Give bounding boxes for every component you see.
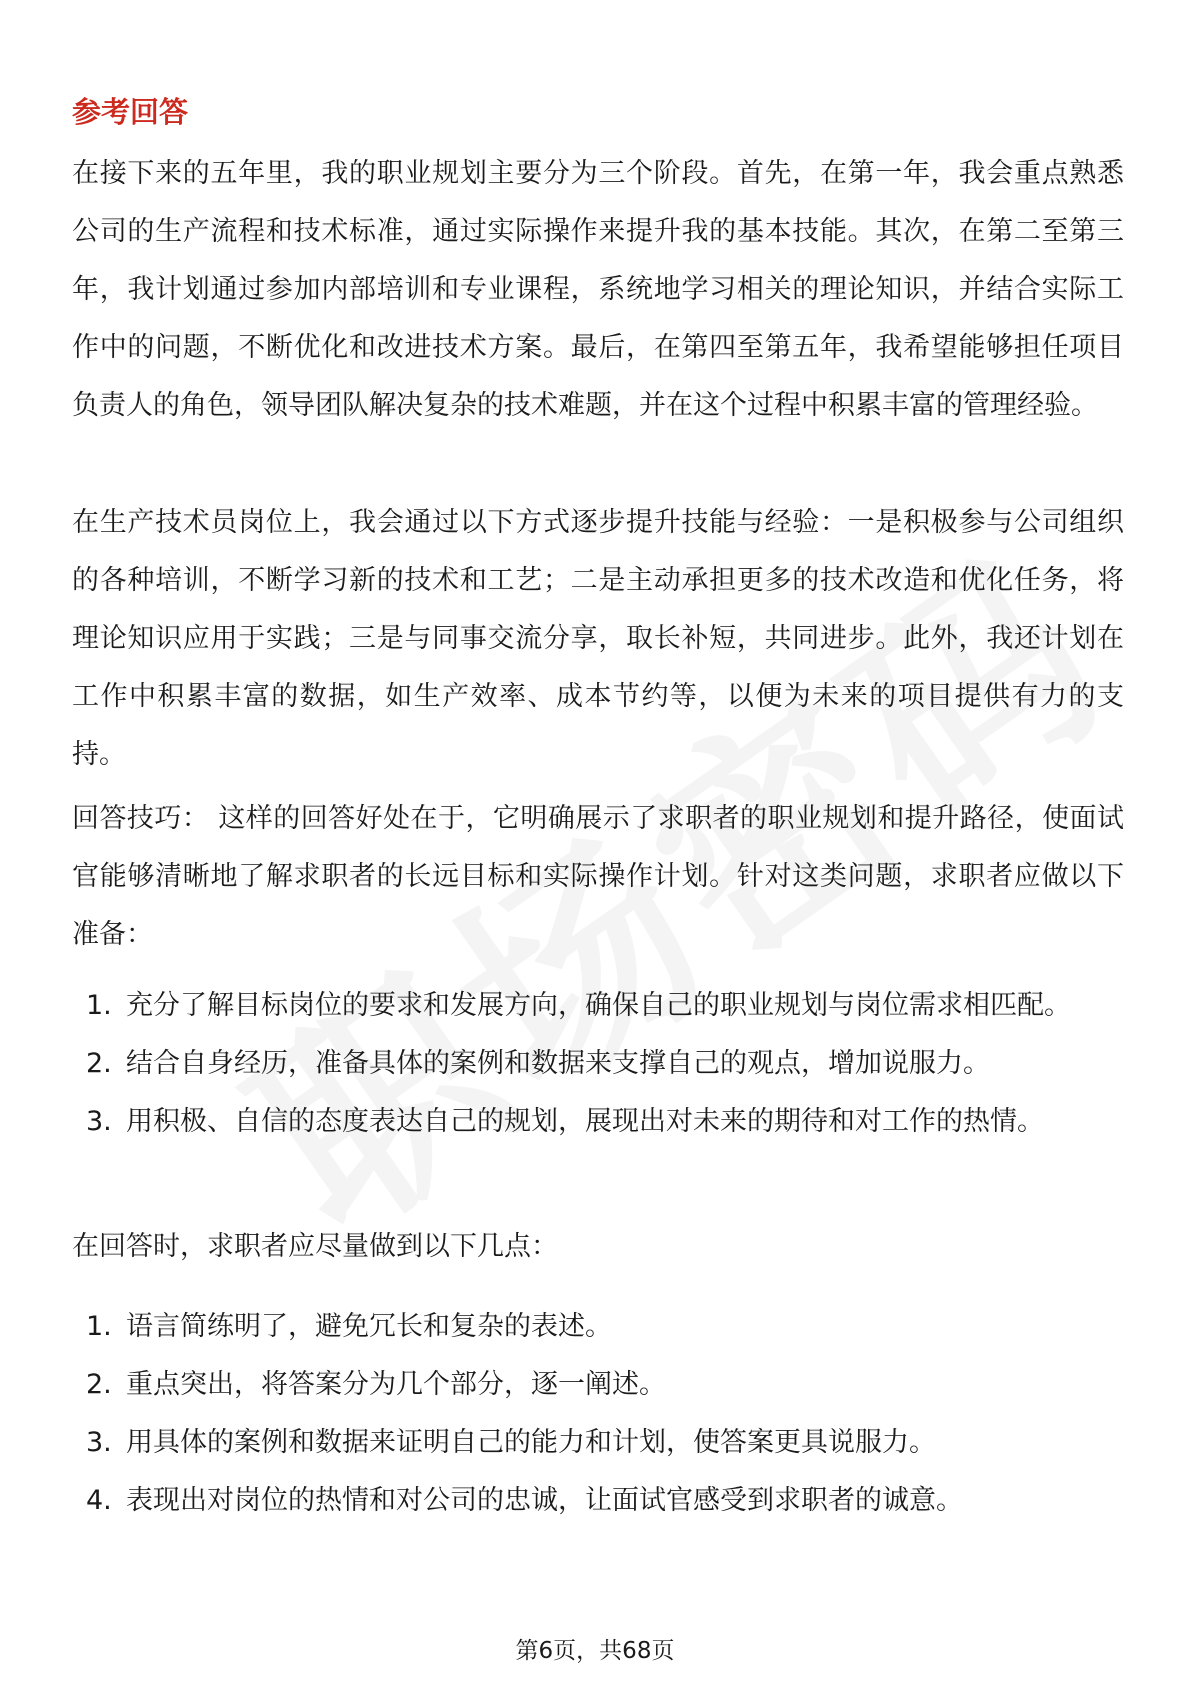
answer-list bbox=[72, 1298, 1124, 1530]
list-item bbox=[72, 1093, 1124, 1151]
list-item bbox=[72, 1472, 1124, 1530]
list-number: 1. bbox=[86, 1311, 112, 1342]
page-footer: 第6页，共68页 bbox=[515, 1638, 675, 1664]
list-text: 语言简练明了，避免冗长和复杂的表述。 bbox=[126, 1311, 612, 1342]
list-number: 2. bbox=[86, 1369, 112, 1400]
list-text: 结合自身经历，准备具体的案例和数据来支撑自己的观点，增加说服力。 bbox=[126, 1048, 990, 1079]
list-number: 2. bbox=[86, 1048, 112, 1079]
paragraph-answer-tips: 回答技巧： 这样的回答好处在于，它明确展示了求职者的职业规划和提升路径，使面试官能够清晰地了解求职者的长远目标和实际操作计划。针对这类问题，求职者应做以下准备： bbox=[72, 803, 1124, 950]
list-item bbox=[72, 1298, 1124, 1356]
list-number: 3. bbox=[86, 1427, 112, 1458]
list-text: 用具体的案例和数据来证明自己的能力和计划，使答案更具说服力。 bbox=[126, 1427, 936, 1458]
list-text: 重点突出，将答案分为几个部分，逐一阐述。 bbox=[126, 1369, 666, 1400]
list-text: 表现出对岗位的热情和对公司的忠诚，让面试官感受到求职者的诚意。 bbox=[126, 1485, 963, 1516]
list-number: 4. bbox=[86, 1485, 112, 1516]
answer-intro: 在回答时，求职者应尽量做到以下几点： bbox=[72, 1231, 558, 1262]
list-number: 1. bbox=[86, 990, 112, 1021]
paragraph-career-plan: 在接下来的五年里，我的职业规划主要分为三个阶段。首先，在第一年，我会重点熟悉公司的生产流程和技术标准，通过实际操作来提升我的基本技能。其次，在第二至第三年，我计划通过参加内部培训和专业课程，系统地学习相关的理论知识，并结合实际工作中的问题，不断优化和改进技术方案。最后，在第四至第五年，我希望能够担任项目负责人的角色，领导团队解决复杂的技术难题，并在这个过程中积累丰富的管理经验。 bbox=[72, 158, 1124, 421]
list-item bbox=[72, 1414, 1124, 1472]
list-number: 3. bbox=[86, 1106, 112, 1137]
list-item bbox=[72, 1035, 1124, 1093]
list-text: 充分了解目标岗位的要求和发展方向，确保自己的职业规划与岗位需求相匹配。 bbox=[126, 990, 1071, 1021]
list-item bbox=[72, 977, 1124, 1035]
list-item bbox=[72, 1356, 1124, 1414]
section-title: 参考回答 bbox=[72, 95, 189, 129]
paragraph-skill-growth: 在生产技术员岗位上，我会通过以下方式逐步提升技能与经验：一是积极参与公司组织的各种培训，不断学习新的技术和工艺；二是主动承担更多的技术改造和优化任务，将理论知识应用于实践；三是与同事交流分享，取长补短，共同进步。此外，我还计划在工作中积累丰富的数据，如生产效率、成本节约等，以便为未来的项目提供有力的支持。 bbox=[72, 507, 1124, 770]
list-text: 用积极、自信的态度表达自己的规划，展现出对未来的期待和对工作的热情。 bbox=[126, 1106, 1044, 1137]
prep-list bbox=[72, 977, 1124, 1151]
